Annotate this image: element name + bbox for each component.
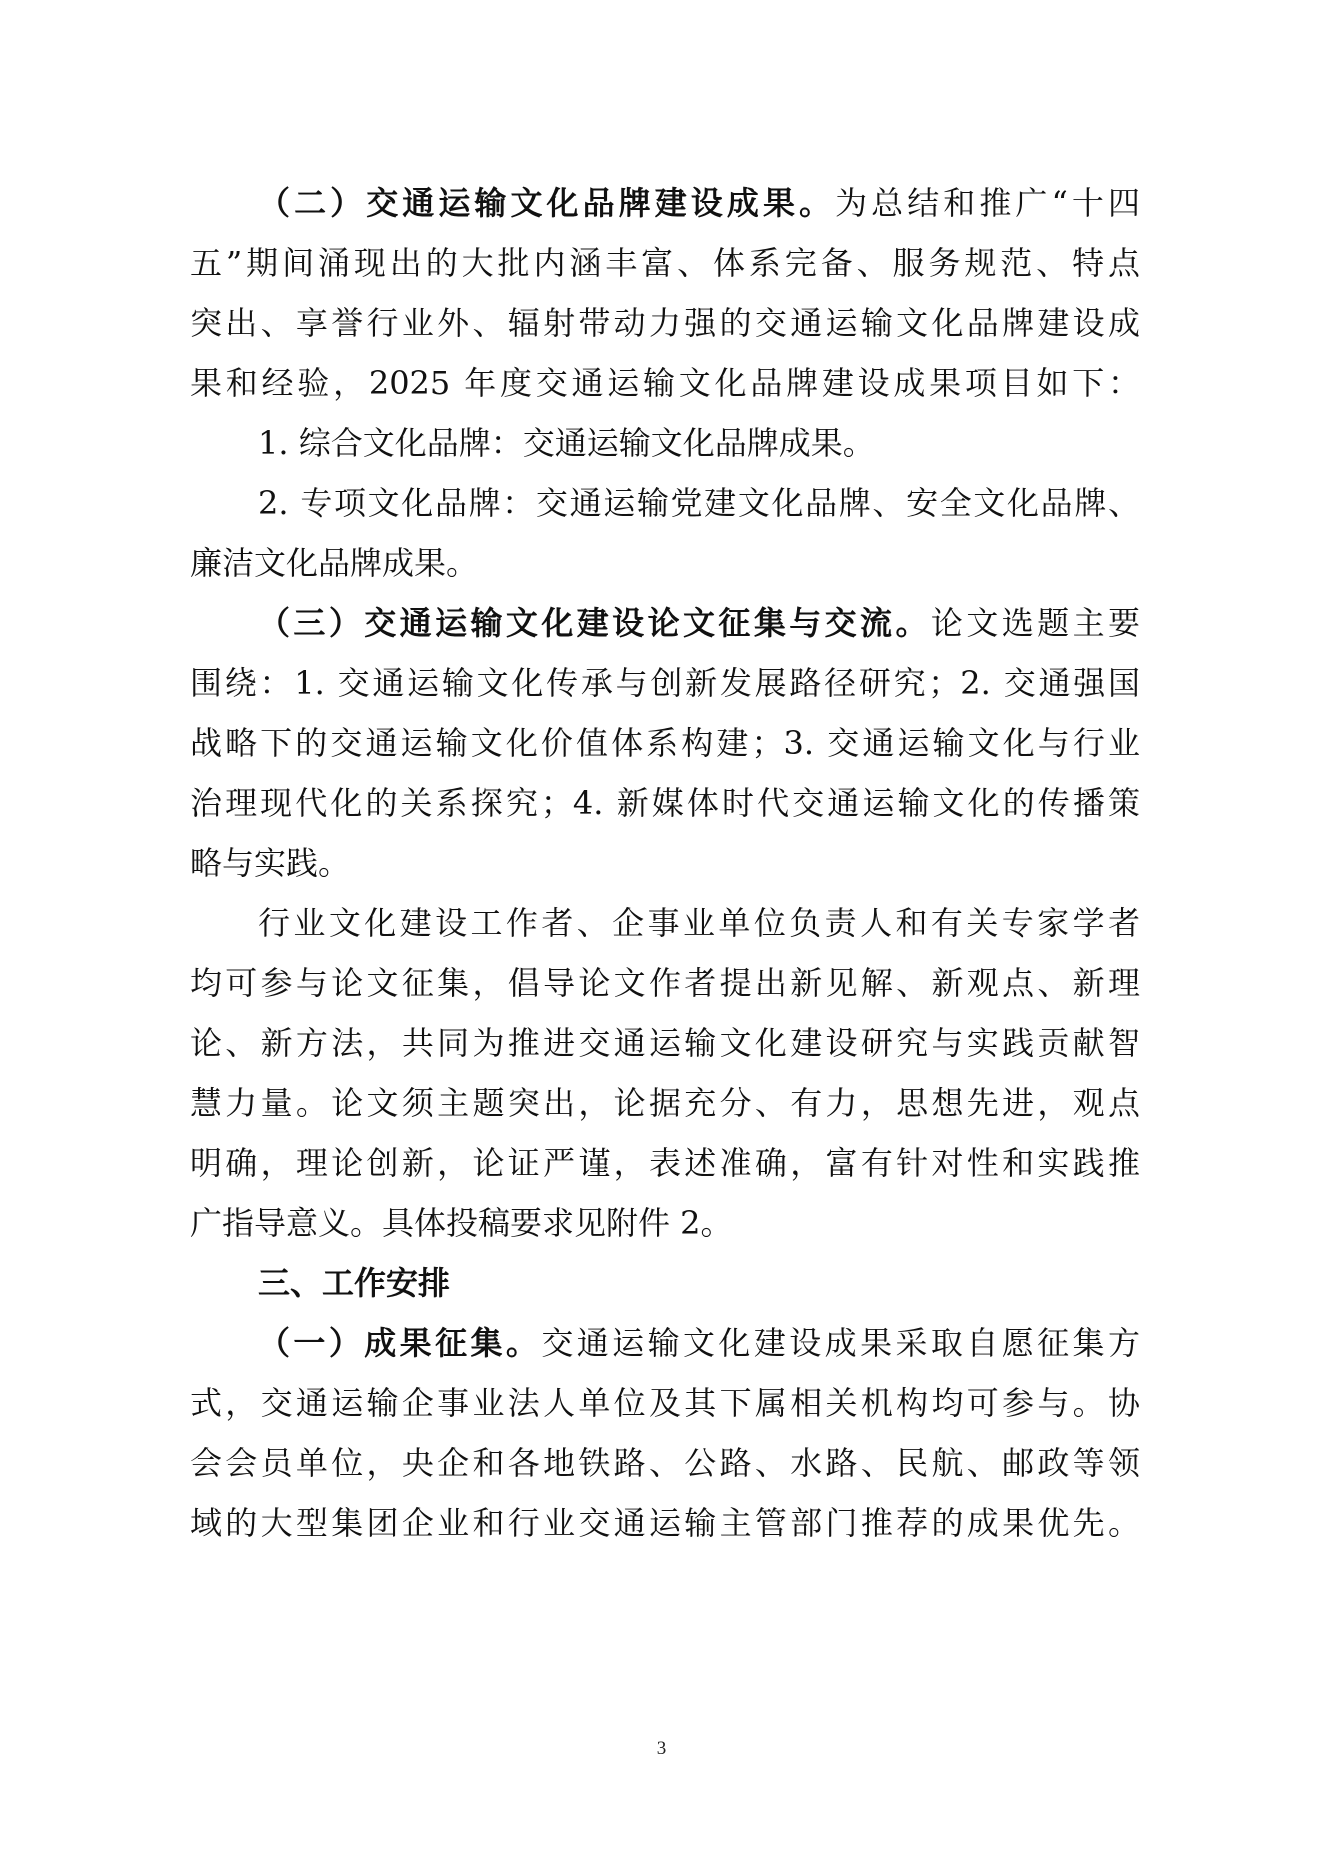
section3-p2-line1: 行业文化建设工作者、企事业单位负责人和有关专家学者 [258,904,1140,942]
part3-sub1-line2: 式，交通运输企事业法人单位及其下属相关机构均可参与。协 [190,1384,1140,1422]
section2-line2: 五”期间涌现出的大批内涵丰富、体系完备、服务规范、特点 [190,244,1140,282]
section3-p2-line3: 论、新方法，共同为推进交通运输文化建设研究与实践贡献智 [190,1024,1140,1062]
section2-item1: 1. 综合文化品牌：交通运输文化品牌成果。 [258,424,875,462]
part3-sub1-line3: 会会员单位，央企和各地铁路、公路、水路、民航、邮政等领 [190,1444,1140,1482]
section2-line1-text: 为总结和推广“十四 [835,184,1140,222]
section2-item2-line1: 2. 专项文化品牌：交通运输党建文化品牌、安全文化品牌、 [258,484,1140,522]
section3-line1-text: 论文选题主要 [930,604,1140,642]
section3-heading: （三）交通运输文化建设论文征集与交流。 [258,604,931,642]
section3-line2: 围绕：1. 交通运输文化传承与创新发展路径研究；2. 交通强国 [190,664,1140,702]
part3-sub1-heading: （一）成果征集。 [258,1324,542,1362]
section2-heading: （二）交通运输文化品牌建设成果。 [258,184,836,222]
section3-line4: 治理现代化的关系探究；4. 新媒体时代交通运输文化的传播策 [190,784,1140,822]
part3-sub1-line1-text: 交通运输文化建设成果采取自愿征集方 [541,1324,1140,1362]
part3-heading: 三、工作安排 [258,1264,451,1302]
section3-line3: 战略下的交通运输文化价值体系构建；3. 交通运输文化与行业 [190,724,1140,762]
section3-p2-line2: 均可参与论文征集，倡导论文作者提出新见解、新观点、新理 [190,964,1140,1002]
section3-p2-line4: 慧力量。论文须主题突出，论据充分、有力，思想先进，观点 [190,1084,1140,1122]
part3-sub1-line4: 域的大型集团企业和行业交通运输主管部门推荐的成果优先。 [190,1504,1140,1542]
section2-line4: 果和经验，2025 年度交通运输文化品牌建设成果项目如下： [190,364,1140,402]
section3-p2-line5: 明确，理论创新，论证严谨，表述准确，富有针对性和实践推 [190,1144,1140,1182]
page-number: 3 [656,1738,667,1759]
section3-p2-line6: 广指导意义。具体投稿要求见附件 2。 [190,1204,733,1242]
section2-item2-line2: 廉洁文化品牌成果。 [190,544,479,582]
section2-line3: 突出、享誉行业外、辐射带动力强的交通运输文化品牌建设成 [190,304,1140,342]
section3-line5: 略与实践。 [190,844,351,882]
